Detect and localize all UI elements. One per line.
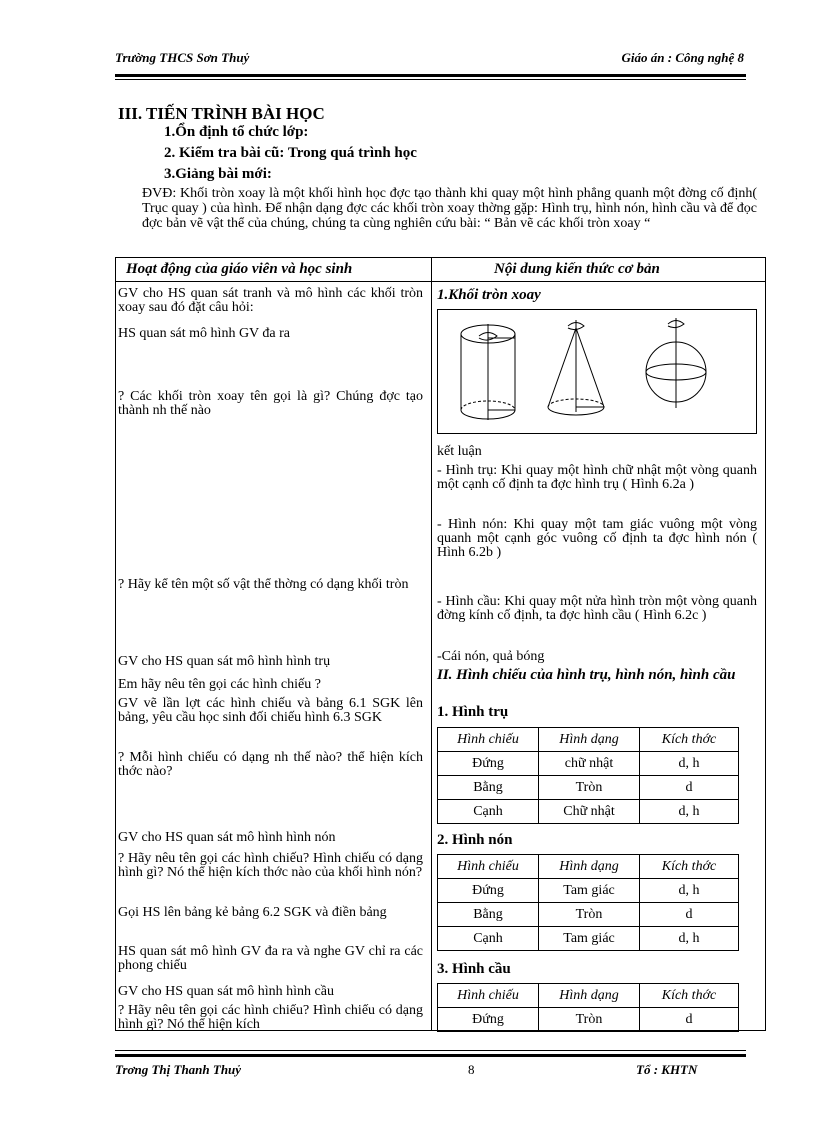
col-hinh-chieu: Hình chiếu	[438, 984, 539, 1008]
table-row	[438, 752, 739, 776]
col-hinh-dang: Hình dạng	[539, 855, 640, 879]
table-row	[438, 800, 739, 824]
col-hinh-chieu: Hình chiếu	[438, 728, 539, 752]
cell: d, h	[640, 800, 739, 824]
cell: Đứng	[438, 752, 539, 776]
heading-hinh-cau: 3. Hình cầu	[437, 961, 511, 977]
header-school: Trường THCS Sơn Thuỷ	[115, 50, 250, 65]
cell: d, h	[640, 752, 739, 776]
cell: d, h	[640, 879, 739, 903]
cell: Tròn	[539, 903, 640, 927]
col-hinh-dang: Hình dạng	[539, 984, 640, 1008]
para-hinh-cau: - Hình cầu: Khi quay một nửa hình tròn một vòng quanh đờng kính cố định, ta đợc hình cầu ( Hình 6.2c )	[437, 594, 757, 623]
cell: Chữ nhật	[539, 800, 640, 824]
cell: d	[640, 1008, 739, 1032]
para-hinh-tru: - Hình trụ: Khi quay một hình chữ nhật một vòng quanh một cạnh cố định ta đợc hình trụ ( Hình 6.2a )	[437, 463, 757, 492]
col-kich-thuoc: Kích thớc	[640, 728, 739, 752]
left-text-1: GV cho HS quan sát tranh và mô hình các khối tròn xoay sau đó đặt câu hỏi:	[118, 286, 423, 315]
cone-icon	[548, 320, 604, 415]
cell: Tròn	[539, 776, 640, 800]
conclusion-label: kết luận	[437, 444, 482, 459]
left-text-13: GV cho HS quan sát mô hình hình cầu	[118, 984, 334, 999]
heading-khoi-tron-xoay: 1.Khối tròn xoay	[437, 287, 541, 303]
page-header	[115, 50, 746, 70]
footer-department: Tổ : KHTN	[636, 1062, 698, 1077]
cell: Tam giác	[539, 879, 640, 903]
section-title: III. TIẾN TRÌNH BÀI HỌC	[118, 104, 325, 123]
header-rule-thin	[115, 79, 746, 80]
left-text-14: ? Hãy nêu tên gọi các hình chiếu? Hình chiếu có dạng hình gì? Nó thể hiện kích	[118, 1004, 423, 1030]
cell: d, h	[640, 927, 739, 951]
cylinder-icon	[461, 324, 515, 420]
left-text-5: GV cho HS quan sát mô hình hình trụ	[118, 654, 331, 669]
col-kich-thuoc: Kích thớc	[640, 984, 739, 1008]
table-row	[438, 879, 739, 903]
left-text-9: GV cho HS quan sát mô hình hình nón	[118, 830, 336, 845]
solids-drawing	[438, 310, 756, 433]
left-text-2: HS quan sát mô hình GV đa ra	[118, 326, 290, 341]
intro-paragraph: ĐVĐ: Khối tròn xoay là một khối hình học đợc tạo thành khi quay một hình phẳng quanh một đờng cố định( Trục quay ) của hình. Để nhận dạng đợc các khối tròn xoay thờng gặp: Hình trụ, hình nón, hình cầu và để đọc đợc bản vẽ vật thể của chúng, chúng ta cùng nghiên cứu bài: “ Bản vẽ các khối tròn xoay “	[142, 186, 757, 231]
step-1: 1.Ổn định tổ chức lớp:	[164, 124, 309, 140]
table-header-row	[438, 984, 739, 1008]
table-hinh-tru	[437, 727, 739, 824]
table-header-row	[438, 728, 739, 752]
table-row	[438, 1008, 739, 1032]
cell: chữ nhật	[539, 752, 640, 776]
left-text-8: ? Mỗi hình chiếu có dạng nh thế nào? thể hiện kích thớc nào?	[118, 750, 423, 779]
cell: Cạnh	[438, 927, 539, 951]
table-hinh-non	[437, 854, 739, 951]
step-2: 2. Kiểm tra bài cũ: Trong quá trình học	[164, 145, 417, 161]
page-number: 8	[468, 1062, 475, 1077]
cell: d	[640, 776, 739, 800]
step-3: 3.Giảng bài mới:	[164, 166, 272, 182]
para-hinh-non: - Hình nón: Khi quay một tam giác vuông một vòng quanh một cạnh góc vuông cố định ta đợc hình nón ( Hình 6.2b )	[437, 517, 757, 560]
cell: Đứng	[438, 1008, 539, 1032]
heading-hinh-tru: 1. Hình trụ	[437, 704, 509, 720]
col-hinh-chieu: Hình chiếu	[438, 855, 539, 879]
sphere-icon	[646, 318, 706, 408]
left-text-10: ? Hãy nêu tên gọi các hình chiếu? Hình chiếu có dạng hình gì? Nó thể hiện kích thớc nào của khối hình nón?	[118, 851, 423, 880]
cell: Bằng	[438, 903, 539, 927]
solids-figure	[437, 309, 757, 434]
footer-author: Trơng Thị Thanh Thuỷ	[115, 1062, 242, 1077]
cell: Bằng	[438, 776, 539, 800]
header-rule	[115, 74, 746, 77]
cell: d	[640, 903, 739, 927]
cell: Đứng	[438, 879, 539, 903]
left-text-4: ? Hãy kể tên một số vật thể thờng có dạng khối tròn	[118, 577, 409, 592]
header-subject: Giáo án : Công nghệ 8	[621, 50, 744, 65]
table-row	[438, 927, 739, 951]
left-text-12: HS quan sát mô hình GV đa ra và nghe GV chỉ ra các phong chiếu	[118, 944, 423, 973]
left-text-6: Em hãy nêu tên gọi các hình chiếu ?	[118, 677, 321, 692]
header-divider	[116, 281, 765, 282]
table-header-row	[438, 855, 739, 879]
footer-rule-thin	[115, 1050, 746, 1051]
col-kich-thuoc: Kích thớc	[640, 855, 739, 879]
para-examples: -Cái nón, quả bóng	[437, 649, 545, 664]
table-row	[438, 903, 739, 927]
left-text-11: Gọi HS lên bảng kẻ bảng 6.2 SGK và điền bảng	[118, 905, 387, 920]
col-hinh-dang: Hình dạng	[539, 728, 640, 752]
col-header-activities: Hoạt động của giáo viên và học sinh	[126, 261, 353, 277]
table-hinh-cau	[437, 983, 739, 1032]
footer-rule	[115, 1054, 746, 1057]
heading-hinh-non: 2. Hình nón	[437, 832, 513, 848]
cell: Tròn	[539, 1008, 640, 1032]
cell: Tam giác	[539, 927, 640, 951]
left-text-7: GV vẽ lần lợt các hình chiếu và bảng 6.1 SGK lên bảng, yêu cầu học sinh đối chiếu hình 6.3 SGK	[118, 696, 423, 725]
table-row	[438, 776, 739, 800]
left-text-3: ? Các khối tròn xoay tên gọi là gì? Chúng đợc tạo thành nh thế nào	[118, 389, 423, 418]
col-header-content: Nội dung kiến thức cơ bản	[494, 261, 660, 277]
heading-hinh-chieu: II. Hình chiếu của hình trụ, hình nón, hình cầu	[437, 667, 736, 683]
column-divider	[431, 258, 432, 1030]
cell: Cạnh	[438, 800, 539, 824]
